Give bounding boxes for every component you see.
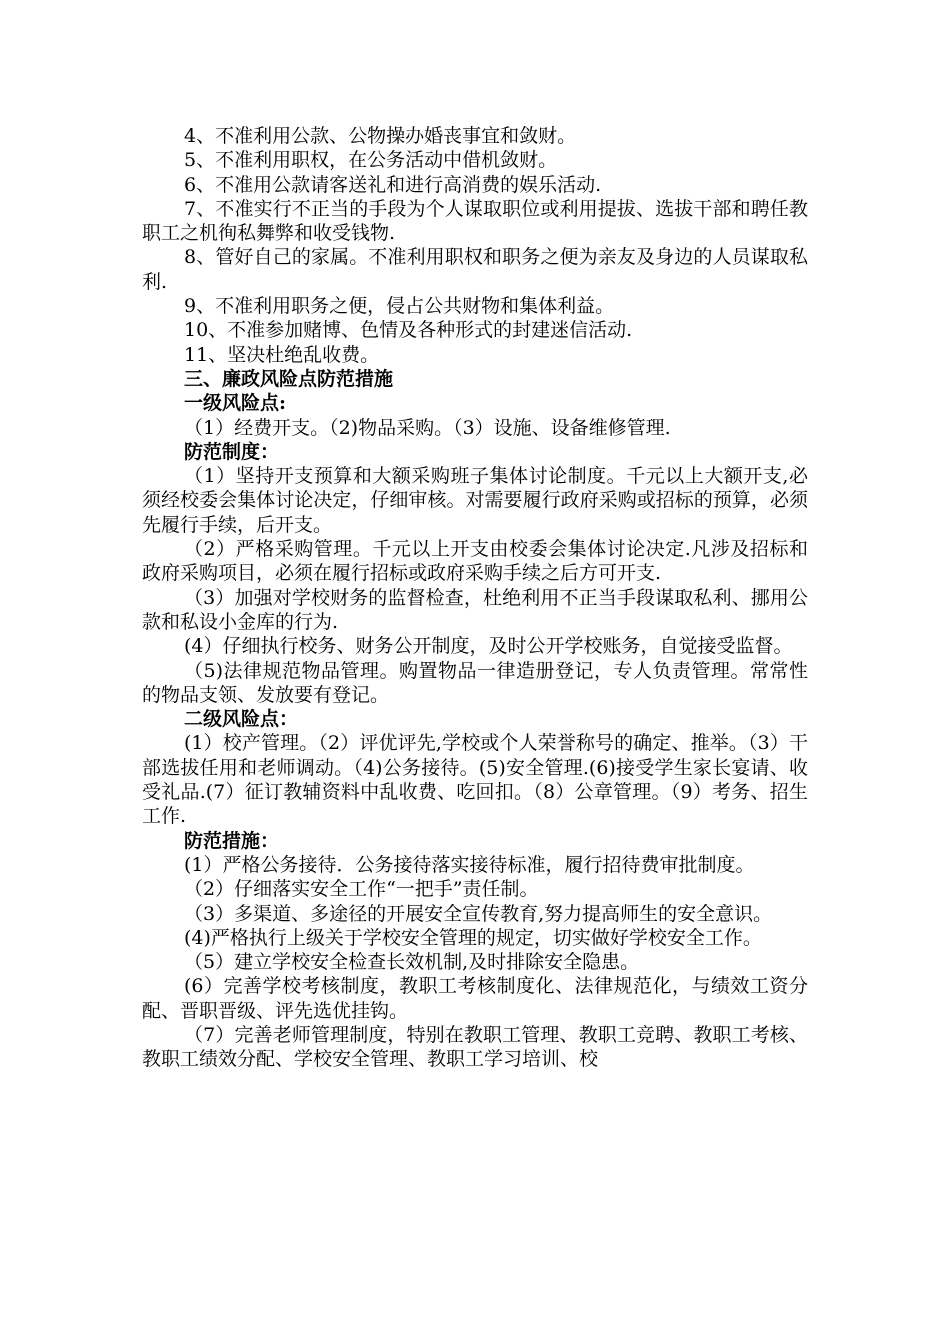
section-heading: 三、廉政风险点防范措施 [184, 367, 394, 390]
subheading-level1-risk: 一级风险点: [184, 392, 287, 415]
paragraph-system-2: （2）严格采购管理。千元以上开支由校委会集体讨论决定.凡涉及招标和政府采购项目，必须在履行招标或政府采购手续之后方可开支. [142, 538, 808, 585]
subheading-level2-risk: 二级风险点： [184, 708, 299, 731]
paragraph-measure-4: (4)严格执行上级关于学校安全管理的规定，切实做好学校安全工作。 [184, 926, 762, 949]
subheading-prevention-measures: 防范措施： [184, 829, 280, 852]
paragraph-system-5: （5)法律规范物品管理。购置物品一律造册登记，专人负责管理。常常性的物品支领、发放要有登记。 [142, 659, 808, 706]
paragraph-1: 4、不准利用公款、公物操办婚丧事宜和敛财。 [184, 125, 577, 147]
paragraph-level2-risk-items: (1）校产管理。（2）评优评先,学校或个人荣誉称号的确定、推举。（3）干部选拔任用和老师调动。（4)公务接待。(5)安全管理.(6)接受学生家长宴请、收受礼品.(7）征订教辅资料中乱收费、吃回扣。（8）公章管理。（9）考务、招生工作. [142, 732, 808, 828]
paragraph-7: 10、不准参加赌博、色情及各种形式的封建迷信活动. [184, 319, 633, 342]
paragraph-8: 11、坚决杜绝乱收费。 [184, 343, 380, 366]
paragraph-system-3: （3）加强对学校财务的监督检查，杜绝利用不正当手段谋取私利、挪用公款和私设小金库的行为. [142, 586, 808, 633]
paragraph-level1-risk-items: （1）经费开支。（2)物品采购。（3）设施、设备维修管理. [184, 416, 671, 439]
paragraph-2: 5、不准利用职权，在公务活动中借机敛财。 [184, 149, 558, 172]
paragraph-3: 6、不准用公款请客送礼和进行高消费的娱乐活动. [184, 173, 602, 196]
paragraph-measure-5: （5）建立学校安全检查长效机制,及时排除安全隐患。 [184, 951, 640, 974]
paragraph-6: 9、不准利用职务之便，侵占公共财物和集体利益。 [184, 295, 615, 318]
document-page [142, 124, 808, 1072]
paragraph-4: 7、不准实行不正当的手段为个人谋取职位或利用提拔、选拔干部和聘任教职工之机徇私舞弊和收受钱物. [142, 197, 808, 245]
paragraph-measure-2: （2）仔细落实安全工作“一把手”责任制。 [184, 878, 539, 901]
paragraph-system-1: （1）坚持开支预算和大额采购班子集体讨论制度。千元以上大额开支,必须经校委会集体讨论决定，仔细审核。对需要履行政府采购或招标的预算，必须先履行手续，后开支。 [142, 465, 808, 536]
paragraph-5: 8、管好自己的家属。不准利用职权和职务之便为亲友及身边的人员谋取私利. [142, 246, 808, 293]
paragraph-measure-7: （7）完善老师管理制度，特别在教职工管理、教职工竞聘、教职工考核、教职工绩效分配、学校安全管理、教职工学习培训、校 [142, 1023, 808, 1071]
paragraph-measure-1: (1）严格公务接待．公务接待落实接待标准，履行招待费审批制度。 [184, 853, 755, 876]
paragraph-measure-3: （3）多渠道、多途径的开展安全宣传教育,努力提高师生的安全意识。 [184, 902, 773, 925]
subheading-prevention-system: 防范制度： [184, 440, 280, 463]
paragraph-system-4: (4）仔细执行校务、财务公开制度，及时公开学校账务，自觉接受监督。 [184, 635, 793, 658]
paragraph-measure-6: (6）完善学校考核制度，教职工考核制度化、法律规范化，与绩效工资分配、晋职晋级、评先选优挂钩。 [142, 975, 808, 1022]
